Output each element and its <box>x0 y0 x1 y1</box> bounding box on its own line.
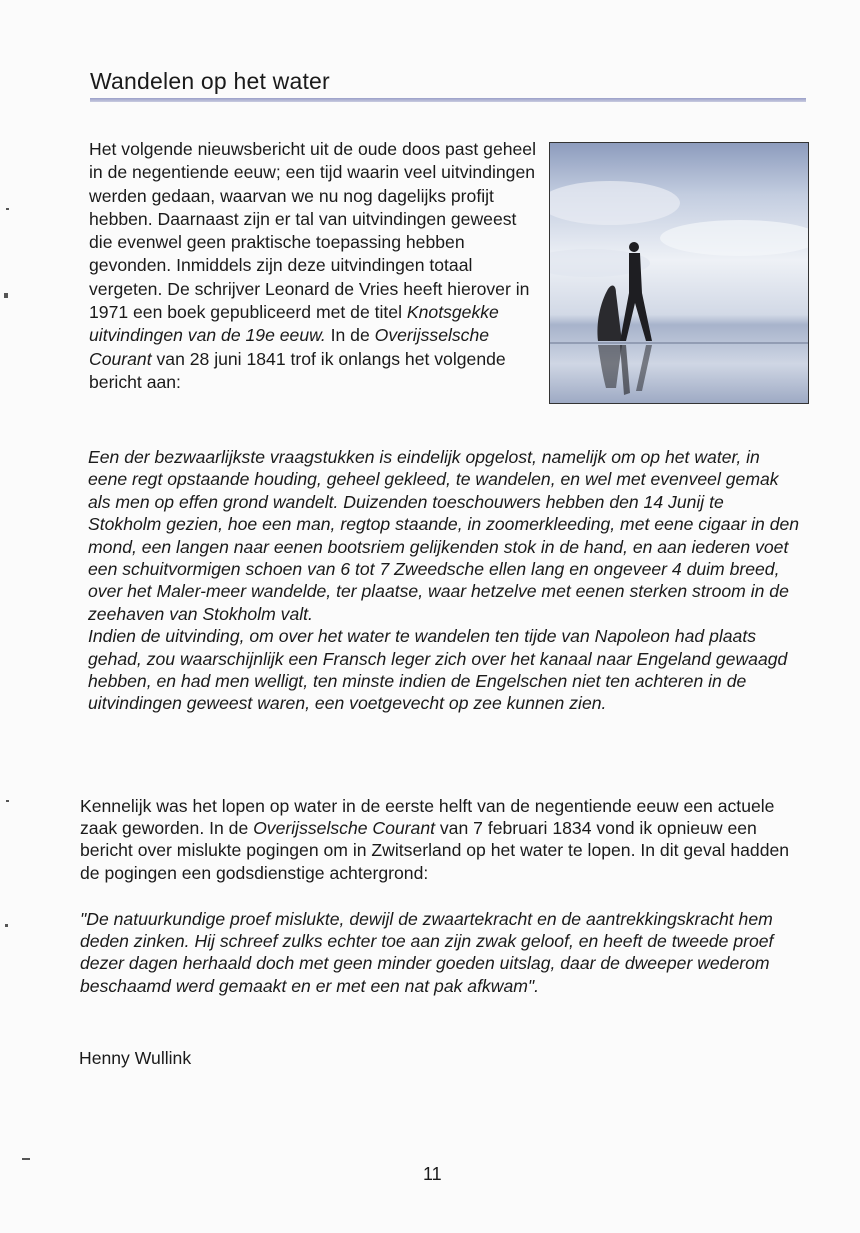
page-title: Wandelen op het water <box>90 68 330 94</box>
para2-start: Kennelijk was het lopen op water in de eerste helft van de negentiende eeuw een actuele zaak geworden. In de <box>80 796 775 839</box>
intro-end: van 28 juni 1841 trof ik onlangs het volgende bericht aan: <box>89 348 506 392</box>
quote-paragraph-2: Indien de uitvinding, om over het water te wandelen ten tijde van Napoleon had plaats gehad, zou waarschijnlijk een Fransch leger zich over het kanaal naar Engeland gewaagd hebben, en had men welligt, ten minste indien de Engelschen niet ten achteren in de uitvindingen geweest waren, een voetgevecht op zee kunnen zien. <box>88 626 788 714</box>
scan-mark <box>6 800 9 802</box>
newspaper-name-2: Overijsselsche Courant <box>253 818 435 839</box>
scan-mark <box>4 293 8 298</box>
scan-mark <box>22 1158 30 1160</box>
page-number: 11 <box>423 1164 442 1184</box>
scan-mark <box>6 208 9 210</box>
author-name: Henny Wullink <box>79 1048 192 1068</box>
para2-end: van 7 februari 1834 vond ik opnieuw een bericht over mislukte pogingen om in Zwitserland op het water te lopen. In dit geval hadden de pogingen een godsdienstige achtergrond: <box>80 818 790 883</box>
intro-mid: In de <box>325 325 375 346</box>
illustration-photo <box>549 142 809 404</box>
scan-mark <box>5 924 8 927</box>
quote-paragraph-1: Een der bezwaarlijkste vraagstukken is eindelijk opgelost, namelijk om op het water, in eene regt opstaande houding, geheel gekleed, te wandelen, en wel met evenveel gemak als men op effen grond wandelt. Duizenden toeschouwers hebben den 14 Junij te Stokholm gezien, hoe een man, regtop staande, in zoomerkleeding, met eene cigaar in den mond, een langen naar eenen bootsriem gelijkenden stok in de hand, en aan iederen voet een schuitvormigen schoen van 6 tot 7 Zweedsche ellen lang en ongeveer 4 duim breed, over het Maler-meer wandelde, ter plaatse, waar hetzelve met eenen sterken stroom in de zeehaven van Stokholm valt. <box>88 447 800 624</box>
body-paragraph-2 <box>80 795 792 884</box>
quote-1851-newspaper <box>88 446 800 715</box>
book-title: Knotsgekke uitvindingen van de 19e eeuw. <box>89 302 499 346</box>
silhouette-person-walking-icon <box>550 143 808 403</box>
title-underline <box>90 98 806 102</box>
intro-paragraph <box>89 138 541 394</box>
quote-1834-newspaper: "De natuurkundige proef mislukte, dewijl de zwaartekracht en de aantrekkingskracht hem deden zinken. Hij schreef zulks echter toe aan zijn zwak geloof, en heeft de tweede proef dezer dagen herhaald doch met geen minder goeden uitslag, daar de dweeper wederom beschaamd werd gemaakt en er met een nat pak afkwam". <box>80 909 774 996</box>
newspaper-name: Overijsselsche Courant <box>89 325 490 369</box>
intro-text: Het volgende nieuwsbericht uit de oude doos past geheel in de negentiende eeuw; een tijd waarin veel uitvindingen werden gedaan, waarvan we nu nog dagelijks profijt hebben. Daarnaast zijn er tal van uitvindingen geweest die evenwel geen praktische toepassing hebben gevonden. Inmiddels zijn deze uitvindingen totaal vergeten. De schrijver Leonard de Vries heeft hierover in 1971 een boek gepubliceerd met de titel <box>89 139 536 323</box>
